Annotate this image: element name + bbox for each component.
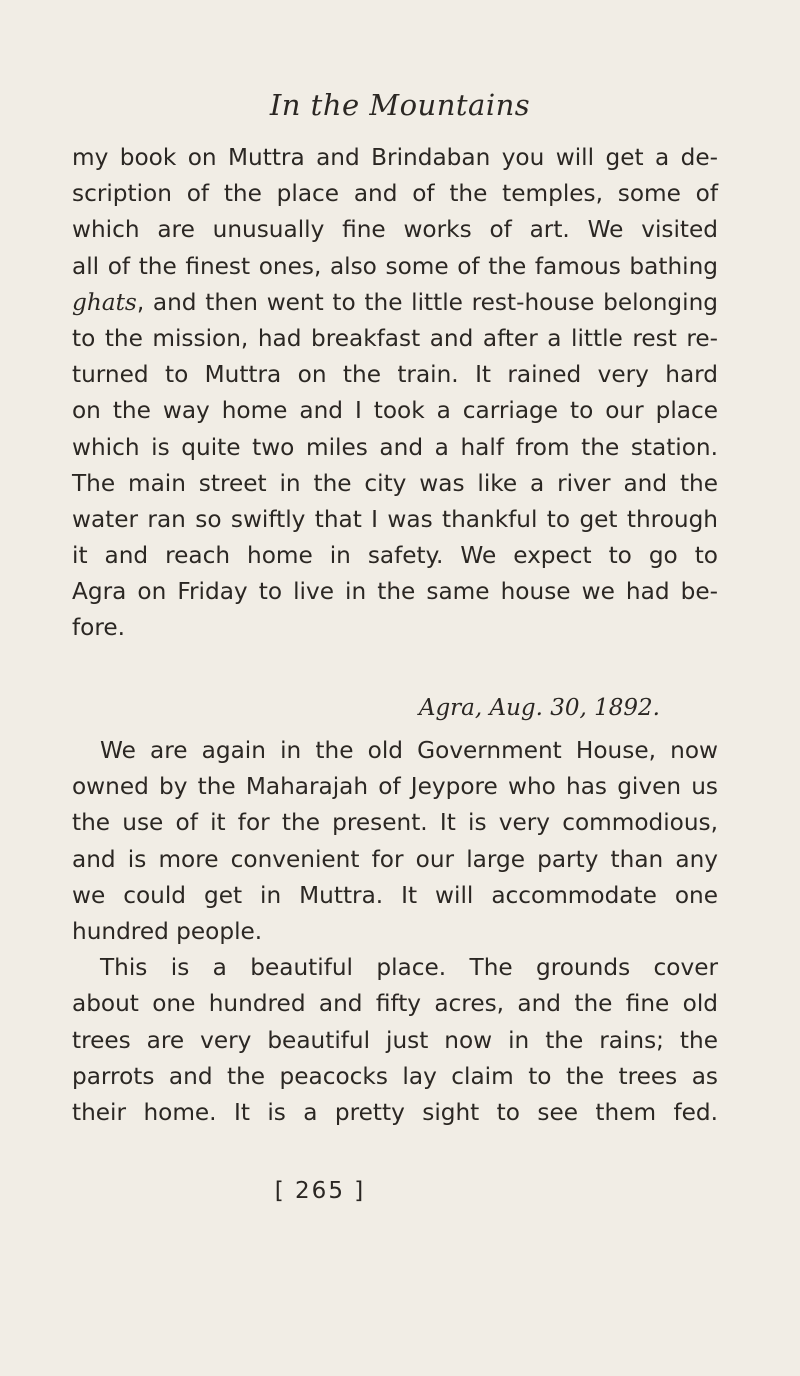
text-line: their home. It is a pretty sight to see them fed.	[72, 1098, 718, 1126]
text-line: and is more convenient for our large party than any	[72, 845, 718, 873]
text-line: scription of the place and of the temples, some of	[72, 180, 718, 208]
text-line-with-italic	[72, 285, 718, 321]
running-head: In the Mountains	[269, 88, 531, 122]
paragraph-1	[72, 140, 718, 647]
paragraph-2	[72, 733, 718, 1131]
dateline: Agra, Aug. 30, 1892.	[418, 695, 660, 721]
text-line: on the way home and I took a carriage to our place	[72, 397, 718, 425]
text-line: We are again in the old Government House, now	[100, 737, 718, 764]
page-number: [ 265 ]	[274, 1178, 366, 1204]
text-line: which is quite two miles and a half from the station.	[72, 433, 718, 461]
text-line: fore.	[72, 614, 126, 642]
text-line: water ran so swiftly that I was thankful to get through	[72, 505, 718, 533]
text-line: it and reach home in safety. We expect to go to	[72, 542, 718, 570]
text-line: we could get in Muttra. It will accommodate one	[72, 881, 718, 909]
text-line: my book on Muttra and Brindaban you will get a de-	[72, 144, 718, 171]
text-line: which are unusually fine works of art. We visited	[72, 216, 718, 244]
text-line-rest: , and then went to the little rest-house belonging	[136, 288, 718, 316]
text-line: all of the finest ones, also some of the famous bathing	[72, 252, 718, 280]
text-line: The main street in the city was like a river and the	[72, 469, 718, 497]
text-line: owned by the Maharajah of Jeypore who has given us	[72, 773, 718, 801]
text-line: trees are very beautiful just now in the rains; the	[72, 1026, 718, 1054]
text-line: about one hundred and fifty acres, and the fine old	[72, 990, 718, 1018]
text-line: to the mission, had breakfast and after a little rest re-	[72, 324, 718, 352]
text-line: hundred people.	[72, 917, 263, 945]
text-line: Agra on Friday to live in the same house we had be-	[72, 578, 718, 606]
text-line: turned to Muttra on the train. It rained very hard	[72, 361, 718, 389]
text-line: parrots and the peacocks lay claim to the trees as	[72, 1062, 718, 1090]
text-line: This is a beautiful place. The grounds cover	[100, 954, 718, 982]
text-line: the use of it for the present. It is very commodious,	[72, 809, 718, 837]
italic-term: ghats	[72, 288, 137, 316]
